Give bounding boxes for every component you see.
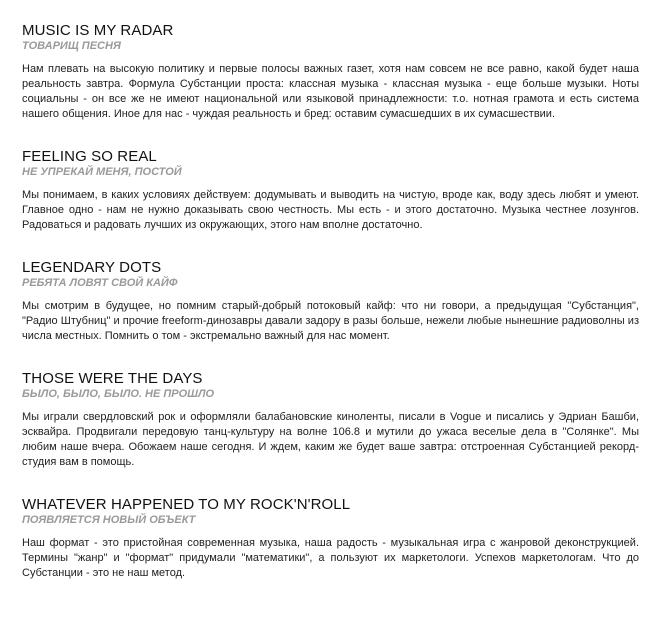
section-those-were-the-days [22,370,639,470]
section-subtitle: ПОЯВЛЯЕТСЯ НОВЫЙ ОБЪЕКТ [22,514,196,526]
section-subtitle: ТОВАРИЩ ПЕСНЯ [22,40,121,52]
section-title: FEELING SO REAL [22,148,157,165]
section-text: Нам плевать на высокую политику и первые полосы важных газет, хотя нам совсем не все равно, какой будет наша реальность завтра. Формула Субстанции проста: классная музыка - классная музыка - еще больше музыки. Ноты социальны - он все же не имеют национальной или языковой принадлежности: т.о. нотная грамота и есть система нашего общения. Иное для нас - чуждая реальность и бред: оставим сумасшедших в их сумасшествии. [22,63,639,120]
section-title: THOSE WERE THE DAYS [22,370,203,387]
section-title: MUSIC IS MY RADAR [22,22,174,39]
section-whatever-happened [22,496,639,581]
section-title: LEGENDARY DOTS [22,259,162,276]
section-text: Мы смотрим в будущее, но помним старый-добрый потоковый кайф: что ни говори, а предыдущая "Субстанция", "Радио Штубниц" и прочие freeform-динозавры давали задору в разы больше, нежели любые нынешние радиоволны из числа местных. Помнить о том - экстремально важный для нас момент. [22,300,639,342]
section-title: WHATEVER HAPPENED TO MY ROCK'N'ROLL [22,496,351,513]
section-subtitle: НЕ УПРЕКАЙ МЕНЯ, ПОСТОЙ [22,166,182,178]
section-text: Наш формат - это пристойная современная музыка, наша радость - музыкальная игра с жанровой деконструкцией. Термины "жанр" и "формат" придумали "математики", а пользуют их маркетологи. Успехов маркетологам. Что до Субстанции - это не наш метод. [22,537,639,579]
section-legendary-dots [22,259,639,344]
section-subtitle: БЫЛО, БЫЛО, БЫЛО. НЕ ПРОШЛО [22,388,215,400]
section-subtitle: РЕБЯТА ЛОВЯТ СВОЙ КАЙФ [22,277,178,289]
section-feeling-so-real [22,148,639,233]
section-text: Мы играли свердловский рок и оформляли балабановские киноленты, писали в Vogue и писались у Эдриан Башби, эсквайра. Продвигали передовую танц-культуру на волне 106.8 и мутили до ужаса веселые дела в "Солянке". Мы любим наше вчера. Обожаем наше сегодня. И ждем, каким же будет ваше завтра: отстроенная Субстанцией рекорд-студия вам в помощь. [22,411,639,468]
section-music-is-my-radar [22,22,639,122]
section-text: Мы понимаем, в каких условиях действуем: додумывать и выводить на чистую, вроде как, воду здесь любят и умеют. Главное одно - нам не нужно доказывать свою честность. Мы есть - и этого достаточно. Музыка честнее лозунгов. Радоваться и радовать лучших из окружающих, этого нам вполне достаточно. [22,189,639,231]
manifesto-page [22,22,639,581]
